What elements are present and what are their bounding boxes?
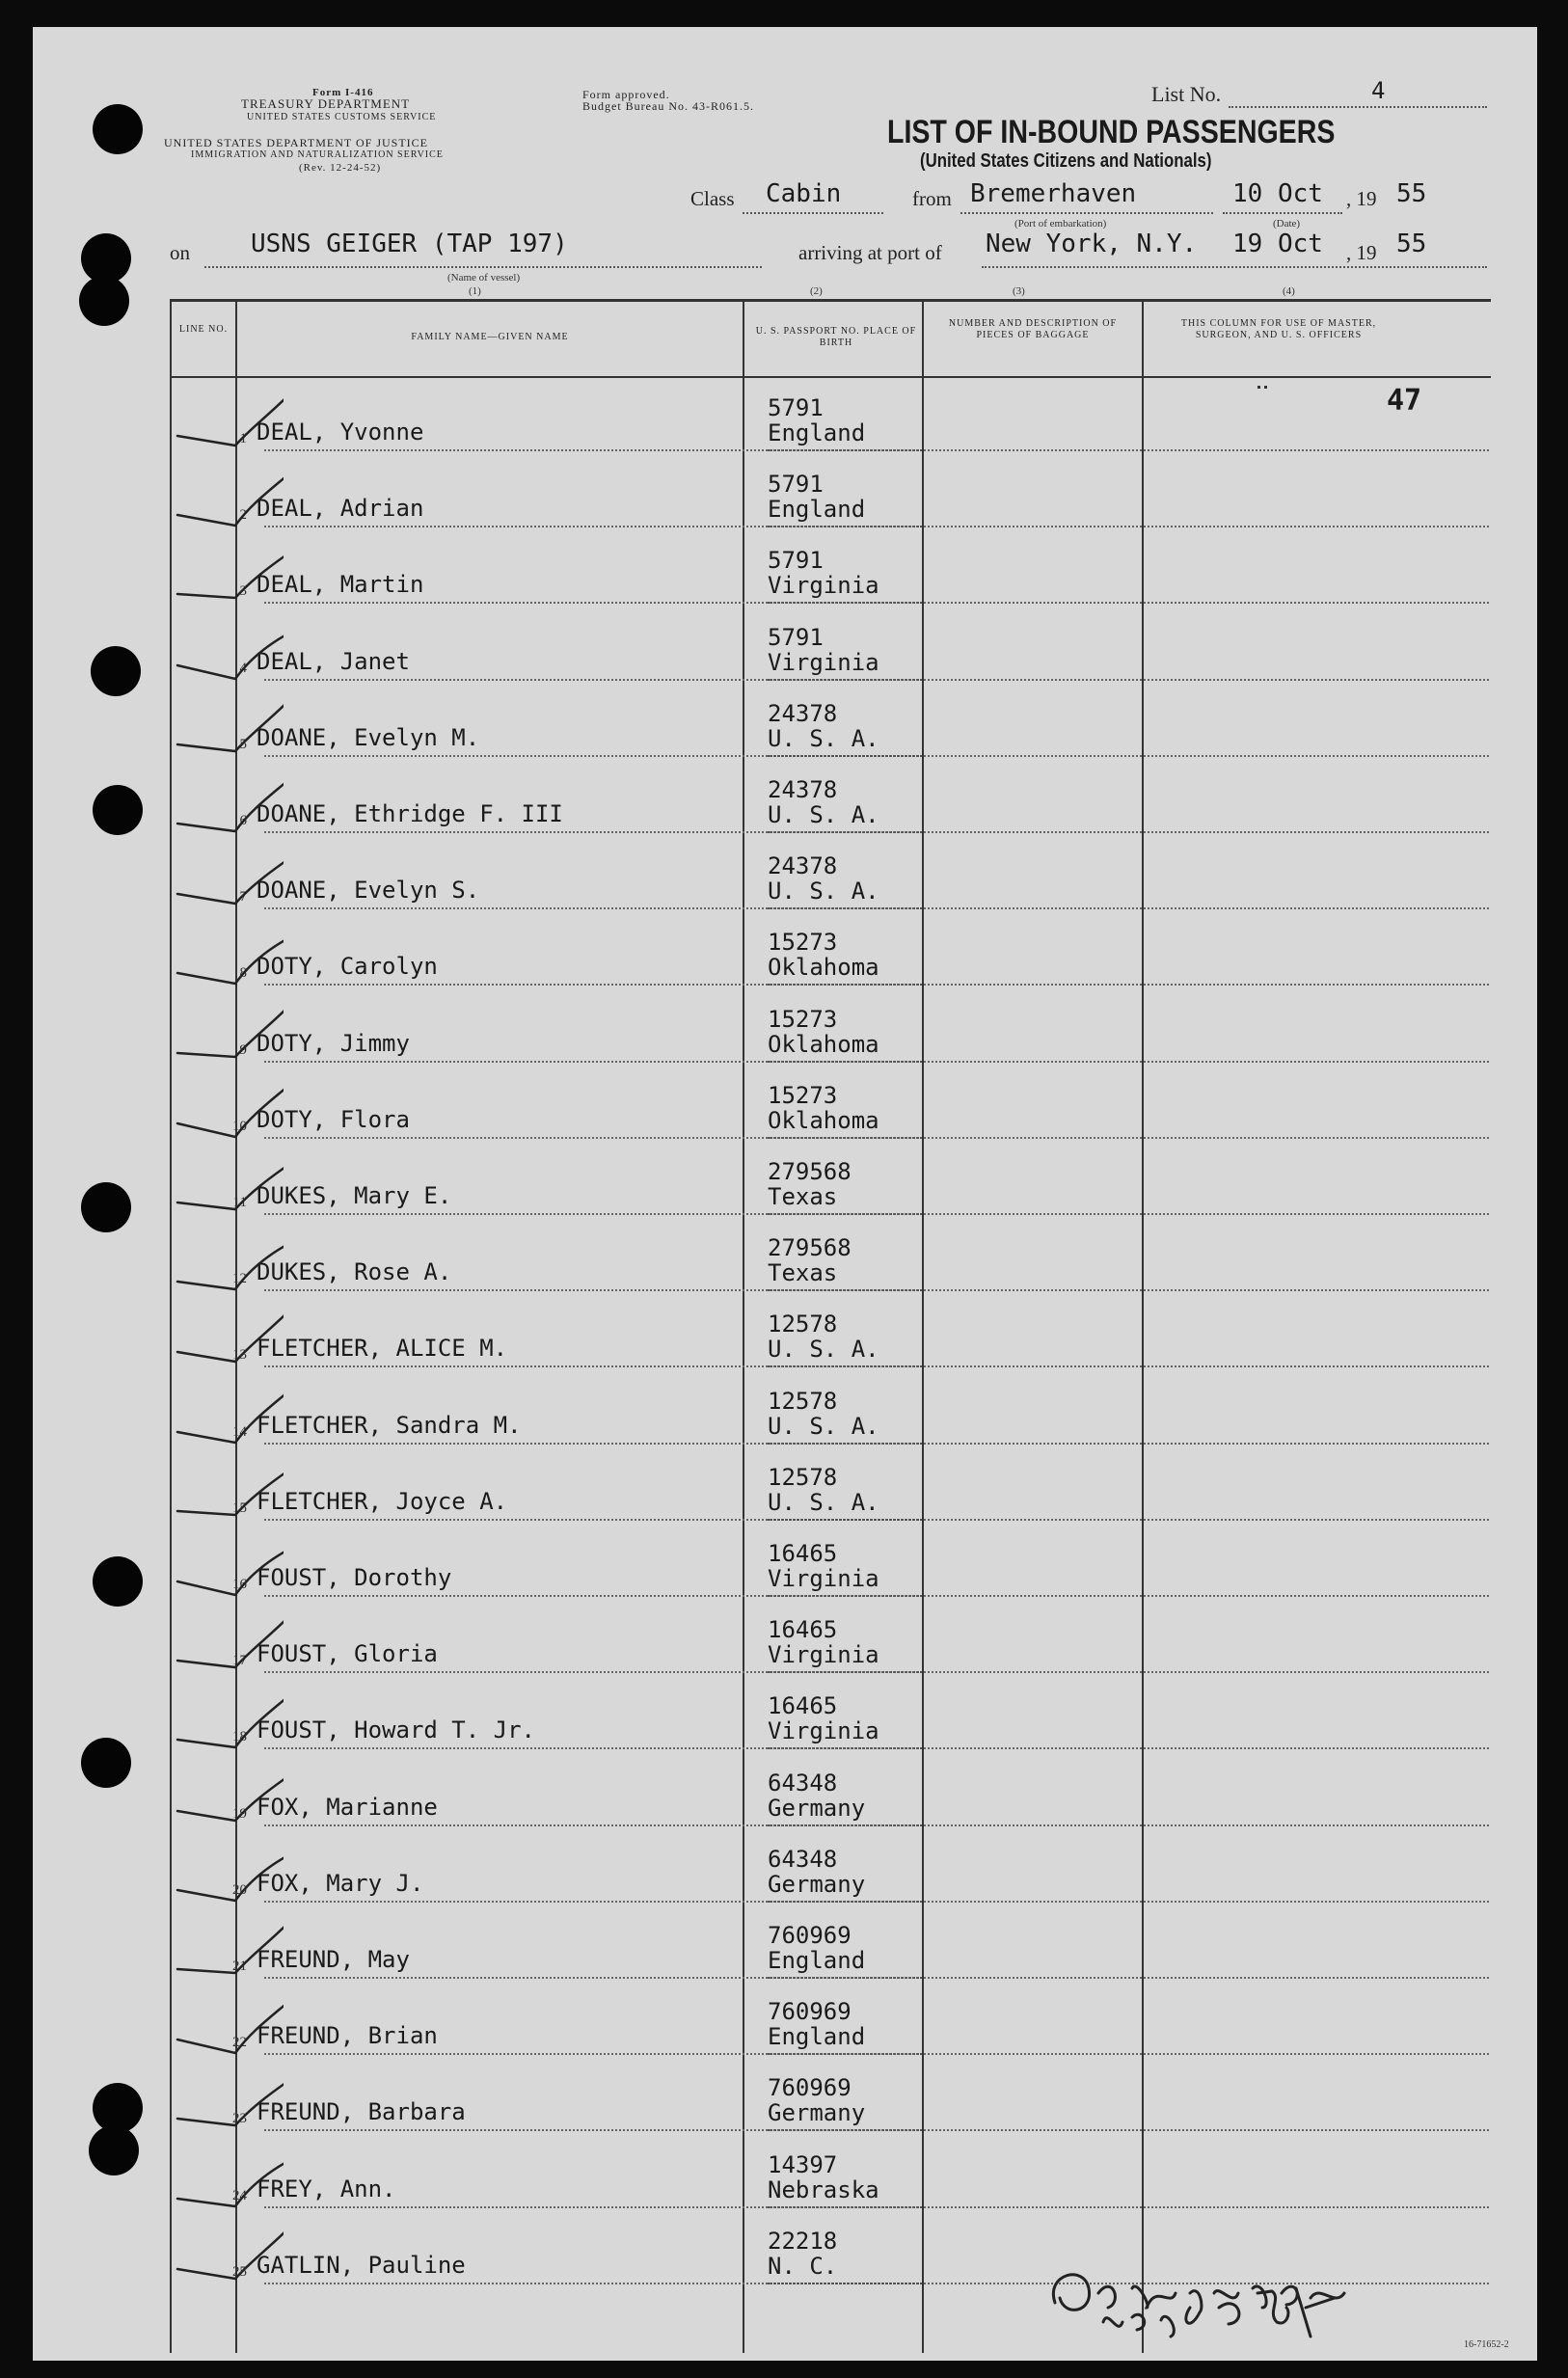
line-number: 12 xyxy=(232,1271,247,1287)
table-row xyxy=(33,844,1537,920)
table-row xyxy=(33,2066,1537,2142)
passport-and-birthplace xyxy=(768,1465,879,1515)
place-of-birth: Germany xyxy=(768,1870,866,1898)
passenger-name: FLETCHER, Joyce A. xyxy=(257,1487,508,1515)
passport-number: 64348 xyxy=(768,1769,838,1797)
table-row xyxy=(33,691,1537,768)
line-number: 14 xyxy=(232,1423,247,1440)
header-baggage: NUMBER AND DESCRIPTION OF PIECES OF BAGGAGE xyxy=(948,318,1118,340)
passport-number: 16465 xyxy=(768,1540,838,1567)
table-row xyxy=(33,1913,1537,1989)
check-mark xyxy=(33,615,284,691)
check-mark xyxy=(33,1073,284,1149)
form-code: 16-71652-2 xyxy=(1464,2339,1509,2350)
place-of-birth: Virginia xyxy=(768,1565,879,1592)
passenger-name: DEAL, Adrian xyxy=(257,495,424,523)
table-row xyxy=(33,2143,1537,2219)
passport-and-birthplace xyxy=(768,1083,879,1133)
rev-label: (Rev. 12-24-52) xyxy=(299,162,382,174)
embarkation-port: Bremerhaven xyxy=(970,179,1137,208)
place-of-birth: U. S. A. xyxy=(768,1336,879,1364)
table-header-rule xyxy=(170,376,1491,378)
arrival-year-prefix: , 19 xyxy=(1346,241,1377,264)
table-row xyxy=(33,1226,1537,1302)
list-no-label: List No. xyxy=(1151,82,1222,106)
passenger-name: DUKES, Rose A. xyxy=(257,1258,452,1286)
port-embark-caption: (Port of embarkation) xyxy=(1014,218,1107,230)
passport-number: 24378 xyxy=(768,699,838,727)
line-number: 4 xyxy=(239,660,247,676)
passport-number: 760969 xyxy=(768,1922,852,1949)
from-label: from xyxy=(912,187,952,210)
table-top-rule xyxy=(170,299,1491,302)
document-subtitle: (United States Citizens and Nationals) xyxy=(920,150,1212,172)
check-mark xyxy=(33,1989,284,2066)
line-number: 6 xyxy=(239,813,247,828)
line-number: 23 xyxy=(232,2111,247,2127)
passport-and-birthplace xyxy=(768,1235,852,1285)
binder-hole xyxy=(93,785,143,835)
place-of-birth: Oklahoma xyxy=(768,954,879,982)
passenger-name: DEAL, Janet xyxy=(257,647,410,675)
place-of-birth: England xyxy=(768,1947,866,1974)
table-row xyxy=(33,1989,1537,2066)
table-row xyxy=(33,1455,1537,1531)
line-number: 3 xyxy=(239,583,247,600)
passport-and-birthplace xyxy=(768,1847,865,1897)
line-number: 17 xyxy=(232,1653,247,1669)
document-page xyxy=(33,27,1537,2361)
place-of-birth: U. S. A. xyxy=(768,878,879,905)
passenger-name: DOANE, Ethridge F. III xyxy=(257,800,563,827)
arriving-label: arriving at port of xyxy=(798,241,942,264)
passport-number: 24378 xyxy=(768,852,838,880)
passport-number: 5791 xyxy=(768,394,824,421)
col-caption-4: (4) xyxy=(1283,285,1295,297)
place-of-birth: U. S. A. xyxy=(768,801,879,828)
line-number: 7 xyxy=(239,889,247,905)
check-mark xyxy=(33,1837,284,1913)
passport-and-birthplace xyxy=(768,1999,865,2049)
vessel-name: USNS GEIGER (TAP 197) xyxy=(251,230,568,258)
binder-hole xyxy=(81,1738,131,1788)
passport-and-birthplace xyxy=(768,395,865,446)
passport-and-birthplace xyxy=(768,1311,879,1362)
line-number: 24 xyxy=(232,2187,247,2203)
col-caption-1: (1) xyxy=(469,285,481,297)
place-of-birth: U. S. A. xyxy=(768,1488,879,1516)
passenger-name: FREUND, Brian xyxy=(257,2022,438,2050)
check-mark xyxy=(33,844,284,920)
check-mark xyxy=(33,1761,284,1837)
line-number: 11 xyxy=(232,1195,247,1210)
place-of-birth: Virginia xyxy=(768,648,879,676)
table-row xyxy=(33,1073,1537,1149)
line-number: 16 xyxy=(232,1577,247,1592)
passport-and-birthplace xyxy=(768,1541,879,1591)
passenger-name: FOX, Mary J. xyxy=(257,1869,424,1897)
check-mark xyxy=(33,386,284,462)
binder-hole xyxy=(79,276,129,326)
passenger-name: FOUST, Howard T. Jr. xyxy=(257,1716,535,1744)
budget-bureau: Budget Bureau No. 43-R061.5. xyxy=(582,99,754,113)
passenger-name: FREY, Ann. xyxy=(257,2175,396,2202)
check-mark xyxy=(33,462,284,538)
date-caption: (Date) xyxy=(1273,218,1301,230)
binder-hole xyxy=(89,2125,139,2175)
passport-number: 279568 xyxy=(768,1158,852,1185)
place-of-birth: U. S. A. xyxy=(768,724,879,752)
check-mark xyxy=(33,1149,284,1226)
form-number: Form I-416 xyxy=(312,87,374,98)
table-row xyxy=(33,538,1537,614)
table-row xyxy=(33,1761,1537,1837)
passenger-name: FLETCHER, ALICE M. xyxy=(257,1335,508,1363)
form-approved: Form approved. xyxy=(582,88,670,101)
table-row xyxy=(33,997,1537,1073)
passport-number: 16465 xyxy=(768,1616,838,1644)
passport-number: 12578 xyxy=(768,1387,838,1415)
passport-number: 5791 xyxy=(768,471,824,499)
passport-and-birthplace xyxy=(768,1389,879,1439)
passenger-name: FREUND, May xyxy=(257,1946,410,1973)
passport-number: 16465 xyxy=(768,1692,838,1720)
place-of-birth: Oklahoma xyxy=(768,1106,879,1134)
place-of-birth: Nebraska xyxy=(768,2175,879,2203)
passport-number: 279568 xyxy=(768,1234,852,1262)
line-number: 20 xyxy=(232,1881,247,1898)
col-caption-3: (3) xyxy=(1013,285,1025,297)
place-of-birth: Texas xyxy=(768,1259,838,1287)
check-mark xyxy=(33,1913,284,1989)
passenger-name: FREUND, Barbara xyxy=(257,2098,466,2126)
passport-and-birthplace xyxy=(768,548,879,598)
place-of-birth: Texas xyxy=(768,1183,838,1210)
passport-number: 15273 xyxy=(768,929,838,957)
line-number: 9 xyxy=(239,1041,247,1058)
table-row xyxy=(33,1531,1537,1608)
ins-label: IMMIGRATION AND NATURALIZATION SERVICE xyxy=(191,149,444,160)
passport-and-birthplace xyxy=(768,853,879,904)
passport-number: 15273 xyxy=(768,1005,838,1033)
table-row xyxy=(33,615,1537,691)
check-mark xyxy=(33,1531,284,1608)
passport-number: 760969 xyxy=(768,1998,852,2026)
passport-and-birthplace xyxy=(768,1923,865,1973)
binder-hole xyxy=(93,104,143,154)
passport-number: 5791 xyxy=(768,623,824,651)
passport-number: 24378 xyxy=(768,776,838,803)
check-mark xyxy=(33,1379,284,1455)
place-of-birth: England xyxy=(768,2023,866,2051)
header-officers: THIS COLUMN FOR USE OF MASTER, SURGEON, AND U. S. OFFICERS xyxy=(1180,318,1377,340)
departure-date: 10 Oct xyxy=(1232,179,1323,208)
passport-and-birthplace xyxy=(768,472,865,522)
passport-and-birthplace xyxy=(768,1617,879,1667)
passport-and-birthplace xyxy=(768,2229,837,2279)
passport-and-birthplace xyxy=(768,1770,865,1821)
table-row xyxy=(33,1837,1537,1913)
passport-number: 64348 xyxy=(768,1845,838,1873)
check-mark xyxy=(33,1226,284,1302)
customs-label: UNITED STATES CUSTOMS SERVICE xyxy=(247,112,437,122)
check-mark xyxy=(33,1302,284,1378)
line-number: 2 xyxy=(239,507,247,524)
passenger-name: DOTY, Flora xyxy=(257,1105,410,1133)
line-number: 10 xyxy=(232,1118,247,1134)
place-of-birth: U. S. A. xyxy=(768,1412,879,1440)
passport-number: 14397 xyxy=(768,2150,838,2178)
passport-number: 22218 xyxy=(768,2227,838,2255)
passport-number: 12578 xyxy=(768,1311,838,1338)
passenger-name: GATLIN, Pauline xyxy=(257,2251,466,2279)
list-no-value: 4 xyxy=(1371,77,1386,104)
table-row xyxy=(33,462,1537,538)
passport-and-birthplace xyxy=(768,1693,879,1743)
passenger-name: DOTY, Jimmy xyxy=(257,1029,410,1057)
check-mark xyxy=(33,538,284,614)
check-mark xyxy=(33,691,284,768)
check-mark xyxy=(33,1684,284,1760)
passenger-name: FOUST, Dorothy xyxy=(257,1564,452,1591)
officer-note: 47 xyxy=(1387,384,1422,418)
line-number: 5 xyxy=(239,736,247,752)
place-of-birth: England xyxy=(768,496,866,524)
passenger-name: FOX, Marianne xyxy=(257,1793,438,1821)
line-number: 22 xyxy=(232,2035,247,2051)
justice-label: UNITED STATES DEPARTMENT OF JUSTICE xyxy=(164,136,429,149)
binder-hole xyxy=(91,646,141,696)
place-of-birth: N. C. xyxy=(768,2252,838,2280)
line-number: 8 xyxy=(239,965,247,982)
table-row xyxy=(33,768,1537,844)
col-caption-2: (2) xyxy=(810,285,823,297)
check-mark xyxy=(33,1608,284,1684)
passenger-name: DOTY, Carolyn xyxy=(257,953,438,981)
check-mark xyxy=(33,2219,284,2295)
vessel-caption: (Name of vessel) xyxy=(447,272,521,284)
passport-and-birthplace xyxy=(768,701,879,751)
class-value: Cabin xyxy=(766,179,842,208)
place-of-birth: Germany xyxy=(768,2099,866,2127)
list-no-line xyxy=(1229,106,1487,108)
document-title: LIST OF IN-BOUND PASSENGERS xyxy=(887,114,1336,150)
line-number: 25 xyxy=(232,2263,247,2280)
check-mark xyxy=(33,768,284,844)
class-label: Class xyxy=(690,187,735,210)
passport-and-birthplace xyxy=(768,1007,879,1057)
line-number: 21 xyxy=(232,1959,247,1974)
check-mark xyxy=(33,2066,284,2142)
header-passport: U. S. PASSPORT NO. PLACE OF BIRTH xyxy=(755,326,917,348)
passport-and-birthplace xyxy=(768,2152,879,2202)
passenger-name: DOANE, Evelyn S. xyxy=(257,877,480,905)
line-number: 18 xyxy=(232,1729,247,1745)
table-row xyxy=(33,1149,1537,1226)
place-of-birth: Virginia xyxy=(768,1717,879,1745)
table-row xyxy=(33,1302,1537,1378)
departure-year: 55 xyxy=(1396,179,1427,208)
arrival-port: New York, N.Y. xyxy=(986,230,1198,258)
passenger-name: DEAL, Martin xyxy=(257,571,424,599)
passport-number: 15273 xyxy=(768,1081,838,1109)
check-mark xyxy=(33,2143,284,2219)
line-number: 15 xyxy=(232,1500,247,1516)
passenger-name: DEAL, Yvonne xyxy=(257,419,424,446)
check-mark xyxy=(33,1455,284,1531)
passport-and-birthplace xyxy=(768,1159,852,1209)
table-row xyxy=(33,920,1537,996)
check-mark xyxy=(33,920,284,996)
passport-number: 5791 xyxy=(768,547,824,575)
passport-number: 12578 xyxy=(768,1463,838,1491)
passenger-name: DUKES, Mary E. xyxy=(257,1182,452,1209)
table-row xyxy=(33,386,1537,462)
depart-year-prefix: , 19 xyxy=(1346,187,1377,210)
passenger-name: DOANE, Evelyn M. xyxy=(257,723,480,751)
header-line-no: LINE NO. xyxy=(178,324,229,335)
line-number: 1 xyxy=(239,431,247,446)
arrival-year: 55 xyxy=(1396,230,1427,258)
passport-and-birthplace xyxy=(768,930,879,980)
passenger-name: FOUST, Gloria xyxy=(257,1640,438,1668)
inspector-signature xyxy=(1045,2216,1450,2341)
check-mark xyxy=(33,997,284,1073)
table-row xyxy=(33,1379,1537,1455)
place-of-birth: Germany xyxy=(768,1794,866,1822)
passport-and-birthplace xyxy=(768,625,879,675)
place-of-birth: England xyxy=(768,419,866,446)
table-row xyxy=(33,1608,1537,1684)
passport-and-birthplace xyxy=(768,2075,865,2125)
place-of-birth: Virginia xyxy=(768,572,879,600)
place-of-birth: Virginia xyxy=(768,1641,879,1669)
passenger-name: FLETCHER, Sandra M. xyxy=(257,1411,522,1439)
treasury-label: TREASURY DEPARTMENT xyxy=(241,96,411,111)
place-of-birth: Oklahoma xyxy=(768,1030,879,1058)
binder-hole xyxy=(81,1182,131,1232)
table-row xyxy=(33,1684,1537,1760)
arrival-date: 19 Oct xyxy=(1232,230,1323,258)
binder-hole xyxy=(93,1556,143,1607)
on-label: on xyxy=(170,241,190,264)
header-name: FAMILY NAME—GIVEN NAME xyxy=(411,332,569,342)
passport-number: 760969 xyxy=(768,2074,852,2102)
line-number: 13 xyxy=(232,1347,247,1364)
line-number: 19 xyxy=(232,1805,247,1822)
passport-and-birthplace xyxy=(768,777,879,827)
